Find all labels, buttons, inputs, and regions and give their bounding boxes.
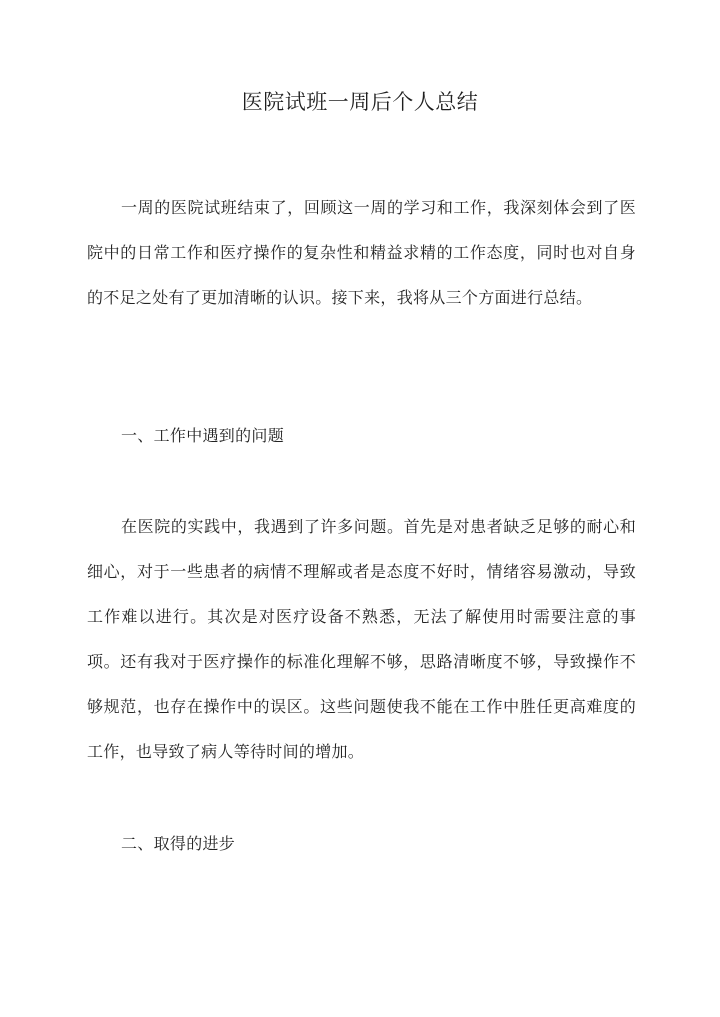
section-heading-problems: 一、工作中遇到的问题 <box>121 426 285 445</box>
section-problems-paragraph: 在医院的实践中，我遇到了许多问题。首先是对患者缺乏足够的耐心和细心，对于一些患者的病情不理解或者是态度不好时，情绪容易激动，导致工作难以进行。其次是对医疗设备不熟悉，无法了解使用时需要注意的事项。还有我对于医疗操作的标准化理解不够，思路清晰度不够，导致操作不够规范，也存在操作中的误区。这些问题使我不能在工作中胜任更高难度的工作，也导致了病人等待时间的增加。 <box>87 517 636 761</box>
document-title: 医院试班一周后个人总结 <box>241 90 479 114</box>
intro-paragraph: 一周的医院试班结束了，回顾这一周的学习和工作，我深刻体会到了医院中的日常工作和医疗操作的复杂性和精益求精的工作态度，同时也对自身的不足之处有了更加清晰的认识。接下来，我将从三个方面进行总结。 <box>87 198 636 307</box>
section-heading-progress: 二、取得的进步 <box>121 834 236 853</box>
